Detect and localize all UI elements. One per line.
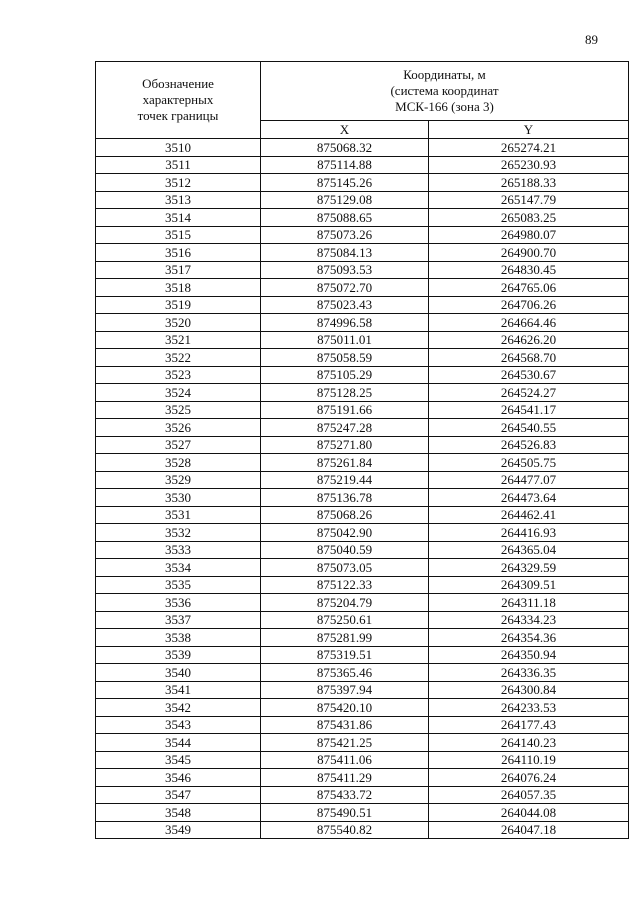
y-coordinate-cell: 264076.24 xyxy=(429,769,629,787)
y-coordinate-cell: 264477.07 xyxy=(429,471,629,489)
y-coordinate-cell: 264044.08 xyxy=(429,804,629,822)
table-row xyxy=(96,734,629,752)
table-row xyxy=(96,436,629,454)
table-row xyxy=(96,541,629,559)
point-id-cell: 3533 xyxy=(96,541,261,559)
point-id-cell: 3544 xyxy=(96,734,261,752)
x-coordinate-cell: 875122.33 xyxy=(261,576,429,594)
x-coordinate-cell: 875114.88 xyxy=(261,156,429,174)
table-row xyxy=(96,156,629,174)
x-coordinate-cell: 875145.26 xyxy=(261,174,429,192)
y-coordinate-cell: 265147.79 xyxy=(429,191,629,209)
point-id-cell: 3548 xyxy=(96,804,261,822)
table-row xyxy=(96,314,629,332)
point-id-cell: 3543 xyxy=(96,716,261,734)
point-id-cell: 3535 xyxy=(96,576,261,594)
table-row xyxy=(96,821,629,839)
header-point-designation: Обозначение характерных точек границы xyxy=(96,62,261,139)
table-row xyxy=(96,419,629,437)
y-coordinate-cell: 264626.20 xyxy=(429,331,629,349)
table-row xyxy=(96,576,629,594)
table-row xyxy=(96,611,629,629)
y-coordinate-cell: 264350.94 xyxy=(429,646,629,664)
y-coordinate-cell: 265188.33 xyxy=(429,174,629,192)
x-coordinate-cell: 875540.82 xyxy=(261,821,429,839)
table-row xyxy=(96,401,629,419)
table-row xyxy=(96,629,629,647)
point-id-cell: 3534 xyxy=(96,559,261,577)
x-coordinate-cell: 875204.79 xyxy=(261,594,429,612)
x-coordinate-cell: 875421.25 xyxy=(261,734,429,752)
header-x: X xyxy=(261,121,429,139)
x-coordinate-cell: 874996.58 xyxy=(261,314,429,332)
table-row xyxy=(96,471,629,489)
y-coordinate-cell: 264900.70 xyxy=(429,244,629,262)
x-coordinate-cell: 875247.28 xyxy=(261,419,429,437)
point-id-cell: 3537 xyxy=(96,611,261,629)
table-row xyxy=(96,296,629,314)
y-coordinate-cell: 264311.18 xyxy=(429,594,629,612)
x-coordinate-cell: 875088.65 xyxy=(261,209,429,227)
table-row xyxy=(96,594,629,612)
y-coordinate-cell: 264980.07 xyxy=(429,226,629,244)
table-row xyxy=(96,261,629,279)
point-id-cell: 3523 xyxy=(96,366,261,384)
x-coordinate-cell: 875084.13 xyxy=(261,244,429,262)
table-row xyxy=(96,699,629,717)
x-coordinate-cell: 875093.53 xyxy=(261,261,429,279)
x-coordinate-cell: 875011.01 xyxy=(261,331,429,349)
point-id-cell: 3547 xyxy=(96,786,261,804)
y-coordinate-cell: 264505.75 xyxy=(429,454,629,472)
x-coordinate-cell: 875411.29 xyxy=(261,769,429,787)
point-id-cell: 3545 xyxy=(96,751,261,769)
y-coordinate-cell: 264140.23 xyxy=(429,734,629,752)
header-y: Y xyxy=(429,121,629,139)
y-coordinate-cell: 264354.36 xyxy=(429,629,629,647)
y-coordinate-cell: 264526.83 xyxy=(429,436,629,454)
x-coordinate-cell: 875042.90 xyxy=(261,524,429,542)
x-coordinate-cell: 875136.78 xyxy=(261,489,429,507)
table-row xyxy=(96,769,629,787)
point-id-cell: 3528 xyxy=(96,454,261,472)
point-id-cell: 3516 xyxy=(96,244,261,262)
y-coordinate-cell: 265083.25 xyxy=(429,209,629,227)
x-coordinate-cell: 875073.05 xyxy=(261,559,429,577)
table-row xyxy=(96,751,629,769)
y-coordinate-cell: 264830.45 xyxy=(429,261,629,279)
x-coordinate-cell: 875219.44 xyxy=(261,471,429,489)
point-id-cell: 3518 xyxy=(96,279,261,297)
y-coordinate-cell: 264177.43 xyxy=(429,716,629,734)
y-coordinate-cell: 264530.67 xyxy=(429,366,629,384)
point-id-cell: 3521 xyxy=(96,331,261,349)
table-row xyxy=(96,664,629,682)
x-coordinate-cell: 875105.29 xyxy=(261,366,429,384)
y-coordinate-cell: 264334.23 xyxy=(429,611,629,629)
table-row xyxy=(96,349,629,367)
y-coordinate-cell: 264540.55 xyxy=(429,419,629,437)
table-row xyxy=(96,524,629,542)
y-coordinate-cell: 265274.21 xyxy=(429,139,629,157)
y-coordinate-cell: 264300.84 xyxy=(429,681,629,699)
table-row xyxy=(96,384,629,402)
x-coordinate-cell: 875129.08 xyxy=(261,191,429,209)
x-coordinate-cell: 875250.61 xyxy=(261,611,429,629)
table-row xyxy=(96,191,629,209)
x-coordinate-cell: 875271.80 xyxy=(261,436,429,454)
table-row xyxy=(96,331,629,349)
y-coordinate-cell: 264473.64 xyxy=(429,489,629,507)
table-row xyxy=(96,244,629,262)
point-id-cell: 3515 xyxy=(96,226,261,244)
table-row xyxy=(96,646,629,664)
table-row xyxy=(96,209,629,227)
point-id-cell: 3517 xyxy=(96,261,261,279)
x-coordinate-cell: 875191.66 xyxy=(261,401,429,419)
table-row xyxy=(96,279,629,297)
point-id-cell: 3510 xyxy=(96,139,261,157)
point-id-cell: 3538 xyxy=(96,629,261,647)
point-id-cell: 3540 xyxy=(96,664,261,682)
table-row xyxy=(96,139,629,157)
point-id-cell: 3519 xyxy=(96,296,261,314)
y-coordinate-cell: 264416.93 xyxy=(429,524,629,542)
table-row xyxy=(96,681,629,699)
point-id-cell: 3530 xyxy=(96,489,261,507)
y-coordinate-cell: 264057.35 xyxy=(429,786,629,804)
y-coordinate-cell: 264110.19 xyxy=(429,751,629,769)
point-id-cell: 3532 xyxy=(96,524,261,542)
point-id-cell: 3527 xyxy=(96,436,261,454)
coordinates-table xyxy=(95,61,629,839)
table-row xyxy=(96,804,629,822)
y-coordinate-cell: 264309.51 xyxy=(429,576,629,594)
x-coordinate-cell: 875365.46 xyxy=(261,664,429,682)
point-id-cell: 3512 xyxy=(96,174,261,192)
point-id-cell: 3524 xyxy=(96,384,261,402)
header-coordinates: Координаты, м (система координат МСК-166 (зона 3) xyxy=(261,62,629,121)
table-row xyxy=(96,716,629,734)
x-coordinate-cell: 875261.84 xyxy=(261,454,429,472)
y-coordinate-cell: 264462.41 xyxy=(429,506,629,524)
table-row xyxy=(96,366,629,384)
x-coordinate-cell: 875490.51 xyxy=(261,804,429,822)
table-row xyxy=(96,174,629,192)
y-coordinate-cell: 264336.35 xyxy=(429,664,629,682)
y-coordinate-cell: 264664.46 xyxy=(429,314,629,332)
x-coordinate-cell: 875128.25 xyxy=(261,384,429,402)
page-number: 89 xyxy=(585,32,598,47)
point-id-cell: 3539 xyxy=(96,646,261,664)
point-id-cell: 3525 xyxy=(96,401,261,419)
point-id-cell: 3514 xyxy=(96,209,261,227)
y-coordinate-cell: 264329.59 xyxy=(429,559,629,577)
point-id-cell: 3549 xyxy=(96,821,261,839)
y-coordinate-cell: 264047.18 xyxy=(429,821,629,839)
x-coordinate-cell: 875319.51 xyxy=(261,646,429,664)
table-row xyxy=(96,786,629,804)
y-coordinate-cell: 265230.93 xyxy=(429,156,629,174)
x-coordinate-cell: 875281.99 xyxy=(261,629,429,647)
point-id-cell: 3511 xyxy=(96,156,261,174)
table-row xyxy=(96,226,629,244)
y-coordinate-cell: 264233.53 xyxy=(429,699,629,717)
point-id-cell: 3541 xyxy=(96,681,261,699)
x-coordinate-cell: 875073.26 xyxy=(261,226,429,244)
x-coordinate-cell: 875040.59 xyxy=(261,541,429,559)
x-coordinate-cell: 875433.72 xyxy=(261,786,429,804)
point-id-cell: 3520 xyxy=(96,314,261,332)
y-coordinate-cell: 264365.04 xyxy=(429,541,629,559)
point-id-cell: 3536 xyxy=(96,594,261,612)
x-coordinate-cell: 875068.32 xyxy=(261,139,429,157)
x-coordinate-cell: 875072.70 xyxy=(261,279,429,297)
point-id-cell: 3529 xyxy=(96,471,261,489)
point-id-cell: 3546 xyxy=(96,769,261,787)
x-coordinate-cell: 875068.26 xyxy=(261,506,429,524)
x-coordinate-cell: 875420.10 xyxy=(261,699,429,717)
y-coordinate-cell: 264524.27 xyxy=(429,384,629,402)
table-row xyxy=(96,559,629,577)
x-coordinate-cell: 875431.86 xyxy=(261,716,429,734)
table-body xyxy=(96,139,629,839)
y-coordinate-cell: 264568.70 xyxy=(429,349,629,367)
point-id-cell: 3522 xyxy=(96,349,261,367)
point-id-cell: 3542 xyxy=(96,699,261,717)
table-row xyxy=(96,489,629,507)
y-coordinate-cell: 264706.26 xyxy=(429,296,629,314)
table-row xyxy=(96,454,629,472)
table-row xyxy=(96,506,629,524)
y-coordinate-cell: 264765.06 xyxy=(429,279,629,297)
y-coordinate-cell: 264541.17 xyxy=(429,401,629,419)
point-id-cell: 3513 xyxy=(96,191,261,209)
x-coordinate-cell: 875023.43 xyxy=(261,296,429,314)
point-id-cell: 3531 xyxy=(96,506,261,524)
point-id-cell: 3526 xyxy=(96,419,261,437)
x-coordinate-cell: 875411.06 xyxy=(261,751,429,769)
x-coordinate-cell: 875397.94 xyxy=(261,681,429,699)
x-coordinate-cell: 875058.59 xyxy=(261,349,429,367)
